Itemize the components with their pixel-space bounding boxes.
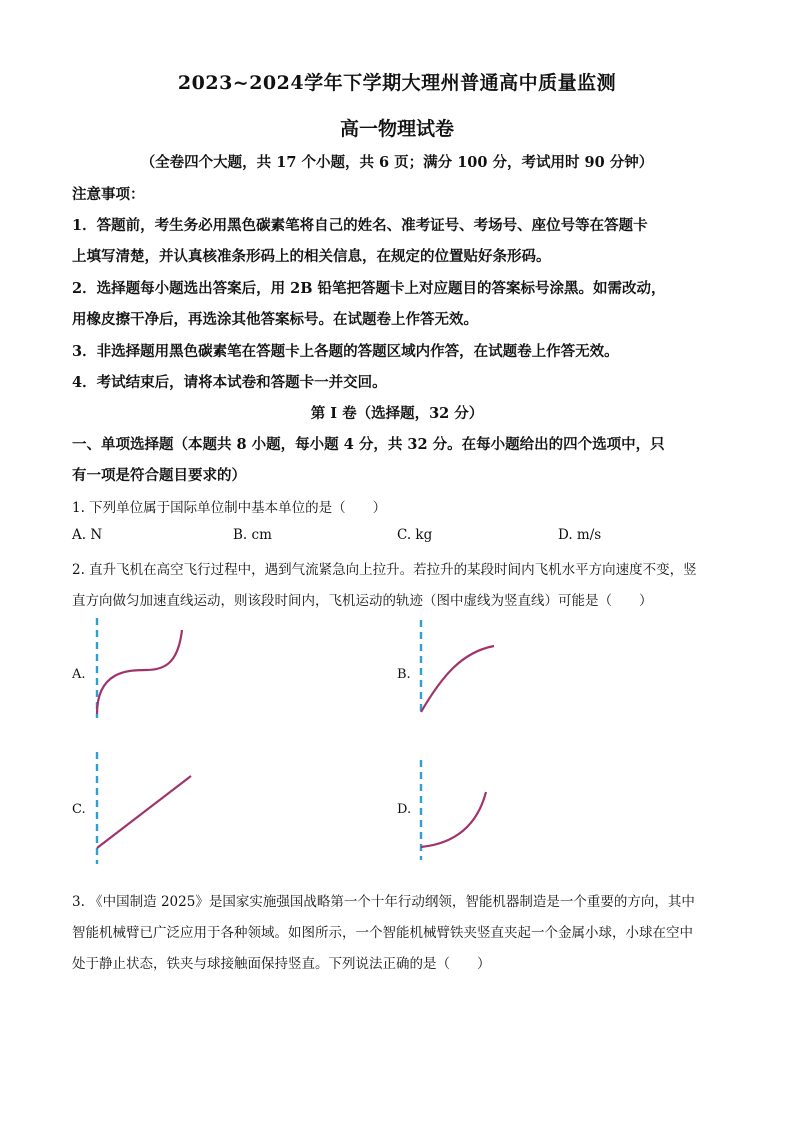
question-3-stem: 智能机械臂已广泛应用于各种领域。如图所示，一个智能机械臂铁夹竖直夹起一个金属小球，小球在空中 <box>72 925 693 941</box>
section-heading: 一、单项选择题（本题共 8 小题，每小题 4 分，共 32 分。在每小题给出的四个选项中，只 <box>72 436 665 453</box>
notice-item: 3．非选择题用黑色碳素笔在答题卡上各题的答题区域内作答，在试题卷上作答无效。 <box>72 343 619 360</box>
notice-item: 1．答题前，考生务必用黑色碳素笔将自己的姓名、准考证号、考场号、座位号等在答题卡 <box>72 217 648 234</box>
trajectory-curve <box>421 646 494 712</box>
q2-figure-label-b: B. <box>397 667 411 682</box>
question-2-stem: 2. 直升飞机在高空飞行过程中，遇到气流紧急向上拉升。若拉升的某段时间内飞机水平方向速度不变，竖 <box>72 562 697 578</box>
q2-figure-b <box>412 618 512 718</box>
question-3-stem: 3. 《中国制造 2025》是国家实施强国战略第一个十年行动纲领，智能机器制造是一个重要的方向，其中 <box>72 894 695 910</box>
q2-figure-c <box>88 750 198 870</box>
exam-title: 2023~2024学年下学期大理州普通高中质量监测 <box>177 72 617 94</box>
q1-option-c: C. kg <box>397 527 433 543</box>
trajectory-curve <box>97 630 182 714</box>
section-heading: 有一项是符合题目要求的） <box>72 467 246 484</box>
notice-item: 2．选择题每小题选出答案后，用 2B 铅笔把答题卡上对应题目的答案标号涂黑。如需改动， <box>72 280 666 297</box>
q2-figure-label-d: D. <box>397 802 412 817</box>
q1-option-d: D. m/s <box>558 527 602 543</box>
question-3-stem: 处于静止状态，铁夹与球接触面保持竖直。下列说法正确的是（ ） <box>72 956 491 972</box>
exam-subtitle: 高一物理试卷 <box>339 118 454 140</box>
notice-item: 4．考试结束后，请将本试卷和答题卡一并交回。 <box>72 374 387 391</box>
q2-figure-label-c: C. <box>72 802 86 817</box>
notice-item: 用橡皮擦干净后，再选涂其他答案标号。在试题卷上作答无效。 <box>72 311 478 328</box>
q2-figure-label-a: A. <box>72 667 86 682</box>
trajectory-curve <box>421 792 486 847</box>
notice-item: 上填写清楚，并认真核准条形码上的相关信息，在规定的位置贴好条形码。 <box>72 248 551 265</box>
question-2-stem: 直方向做匀加速直线运动，则该段时间内，飞机运动的轨迹（图中虚线为竖直线）可能是（ ） <box>72 593 653 609</box>
notice-heading: 注意事项： <box>72 186 145 203</box>
q1-option-b: B. cm <box>233 527 272 543</box>
q1-option-a: A. N <box>72 527 103 543</box>
q2-figure-a <box>88 616 198 720</box>
q2-figure-d <box>412 758 512 862</box>
part-heading: 第 I 卷（选择题，32 分） <box>310 405 484 422</box>
trajectory-line <box>97 776 191 848</box>
exam-info: （全卷四个大题，共 17 个小题，共 6 页；满分 100 分，考试用时 90 分钟） <box>140 154 654 171</box>
question-1-stem: 1. 下列单位属于国际单位制中基本单位的是（ ） <box>72 500 387 516</box>
